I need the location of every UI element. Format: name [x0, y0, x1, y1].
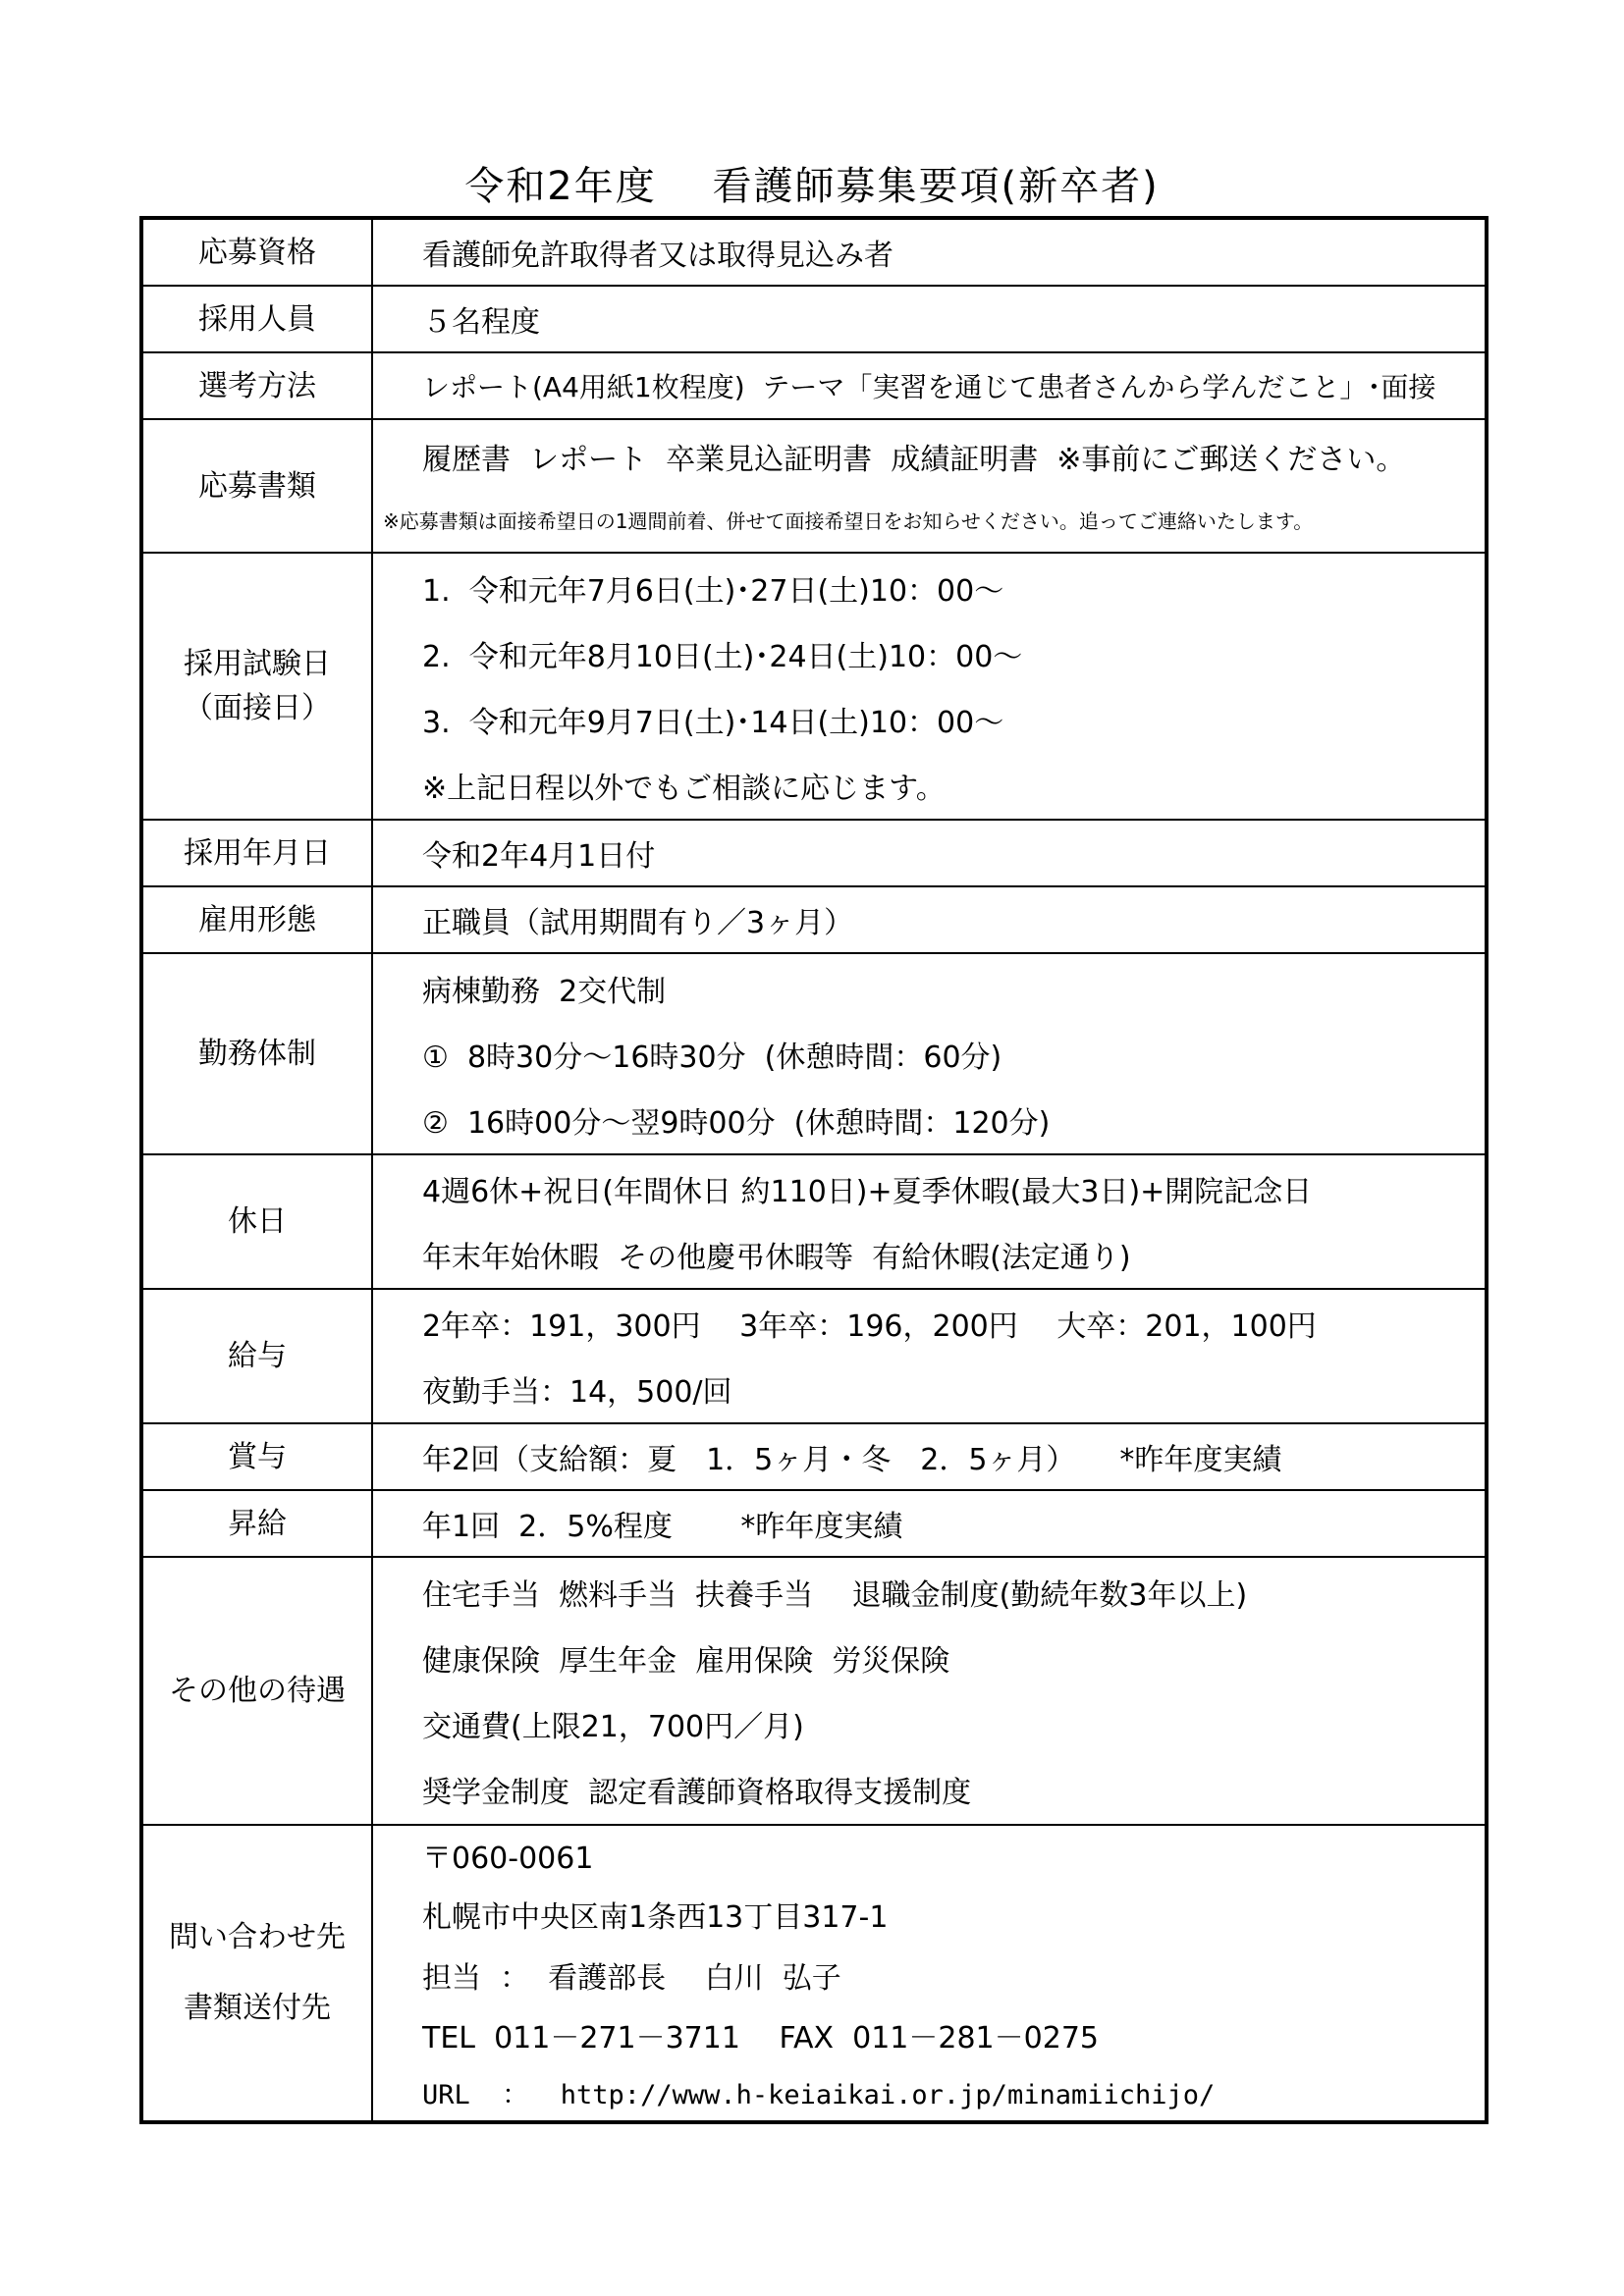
requirements-table: [139, 216, 1489, 2124]
contact-person: 担当 ： 看護部長 白川 弘子: [422, 1961, 841, 1996]
row-value: [372, 419, 1487, 553]
row-exam-dates: [141, 553, 1487, 820]
row-label: [141, 1289, 372, 1423]
row-holidays: [141, 1154, 1487, 1289]
row-other-benefits: [141, 1557, 1487, 1825]
value-line: 病棟勤務 2交代制: [422, 974, 667, 1009]
row-label: [141, 1154, 372, 1289]
value-line: ① 8時30分～16時30分 (休憩時間：60分): [422, 1040, 1002, 1075]
row-value: [372, 953, 1487, 1154]
document-title: 令和2年度 看護師募集要項(新卒者): [464, 164, 1160, 209]
value-line: レポート(A4用紙1枚程度) テーマ「実習を通じて患者さんから学んだこと」･面接: [422, 371, 1436, 403]
row-label: [141, 1423, 372, 1490]
row-label: [141, 820, 372, 886]
value-line: 1. 令和元年7月6日(土)･27日(土)10：00～: [422, 573, 1004, 609]
value-line: 履歴書 レポート 卒業見込証明書 成績証明書 ※事前にご郵送ください。: [422, 443, 1406, 477]
label-line: 問い合わせ先: [169, 1920, 346, 1954]
row-value: [372, 1154, 1487, 1289]
label-line: 昇給: [228, 1506, 287, 1541]
value-line: 年末年始休暇 その他慶弔休暇等 有給休暇(法定通り): [422, 1241, 1131, 1275]
row-selection-method: [141, 352, 1487, 419]
row-label: [141, 1825, 372, 2122]
label-line: 選考方法: [198, 368, 316, 403]
value-line: 3. 令和元年9月7日(土)･14日(土)10：00～: [422, 705, 1004, 740]
value-line: 2. 令和元年8月10日(土)･24日(土)10：00～: [422, 639, 1023, 674]
value-line: 正職員（試用期間有り／3ヶ月）: [422, 906, 854, 940]
value-line: 2年卒：191，300円 3年卒：196，200円 大卒：201，100円: [422, 1309, 1317, 1344]
label-line: 給与: [228, 1339, 287, 1373]
row-bonus: [141, 1423, 1487, 1490]
row-label: [141, 352, 372, 419]
value-line: 夜勤手当：14，500/回: [422, 1375, 732, 1410]
row-value: [372, 1423, 1487, 1490]
website-link[interactable]: URL ： http://www.h-keiaikai.or.jp/minamiichijo/: [422, 2079, 1216, 2110]
row-label: [141, 286, 372, 352]
row-label: [141, 553, 372, 820]
value-line: 令和2年4月1日付: [422, 839, 656, 874]
label-line: その他の待遇: [169, 1674, 346, 1708]
row-value: [372, 286, 1487, 352]
row-value: [372, 1490, 1487, 1557]
row-label: [141, 953, 372, 1154]
value-line: 奨学金制度 認定看護師資格取得支援制度: [422, 1776, 972, 1810]
label-line: 休日: [228, 1204, 287, 1239]
row-raise: [141, 1490, 1487, 1557]
postal-code: 〒060-0061: [422, 1842, 594, 1876]
row-contact: [141, 1825, 1487, 2122]
row-hire-date: [141, 820, 1487, 886]
value-line: 年2回（支給額：夏 1．5ヶ月・冬 2．5ヶ月） *昨年度実績: [422, 1443, 1282, 1477]
row-value: [372, 1557, 1487, 1825]
row-value: [372, 218, 1487, 286]
label-line: 応募資格: [198, 235, 316, 270]
value-line: 住宅手当 燃料手当 扶養手当 退職金制度(勤続年数3年以上): [422, 1578, 1248, 1613]
row-employment-type: [141, 886, 1487, 953]
label-line: （面接日）: [184, 691, 331, 725]
row-value: [372, 352, 1487, 419]
row-label: [141, 419, 372, 553]
row-value: [372, 886, 1487, 953]
label-line: 雇用形態: [198, 902, 316, 937]
value-line: 4週6休+祝日(年間休日 約110日)+夏季休暇(最大3日)+開院記念日: [422, 1175, 1313, 1209]
row-documents: [141, 419, 1487, 553]
value-line: 看護師免許取得者又は取得見込み者: [422, 239, 893, 273]
address: 札幌市中央区南1条西13丁目317-1: [422, 1900, 889, 1935]
value-line: 年1回 2．5%程度 *昨年度実績: [422, 1510, 903, 1544]
row-value: [372, 1825, 1487, 2122]
row-value: [372, 553, 1487, 820]
row-qualification: [141, 218, 1487, 286]
value-line: 交通費(上限21，700円／月): [422, 1710, 804, 1744]
label-line: 勤務体制: [198, 1037, 316, 1071]
label-line: 応募書類: [198, 468, 316, 504]
row-label: [141, 886, 372, 953]
value-line: ※上記日程以外でもご相談に応じます。: [422, 771, 946, 806]
phone-fax: TEL 011－271－3711 FAX 011－281－0275: [422, 2021, 1099, 2056]
row-label: [141, 1490, 372, 1557]
row-value: [372, 820, 1487, 886]
value-line: ５名程度: [422, 305, 540, 340]
row-label: [141, 218, 372, 286]
row-salary: [141, 1289, 1487, 1423]
value-line: 健康保険 厚生年金 雇用保険 労災保険: [422, 1644, 950, 1679]
row-headcount: [141, 286, 1487, 352]
value-note: ※応募書類は面接希望日の1週間前着、併せて面接希望日をお知らせください。追ってご連絡いたします。: [383, 508, 1314, 533]
row-value: [372, 1289, 1487, 1423]
label-line: 賞与: [228, 1439, 287, 1474]
row-work-shifts: [141, 953, 1487, 1154]
label-line: 採用試験日: [184, 647, 331, 681]
label-line: 採用人員: [198, 301, 316, 337]
label-line: 書類送付先: [184, 1991, 331, 2025]
row-label: [141, 1557, 372, 1825]
value-line: ② 16時00分～翌9時00分 (休憩時間：120分): [422, 1105, 1051, 1141]
label-line: 採用年月日: [184, 835, 331, 871]
